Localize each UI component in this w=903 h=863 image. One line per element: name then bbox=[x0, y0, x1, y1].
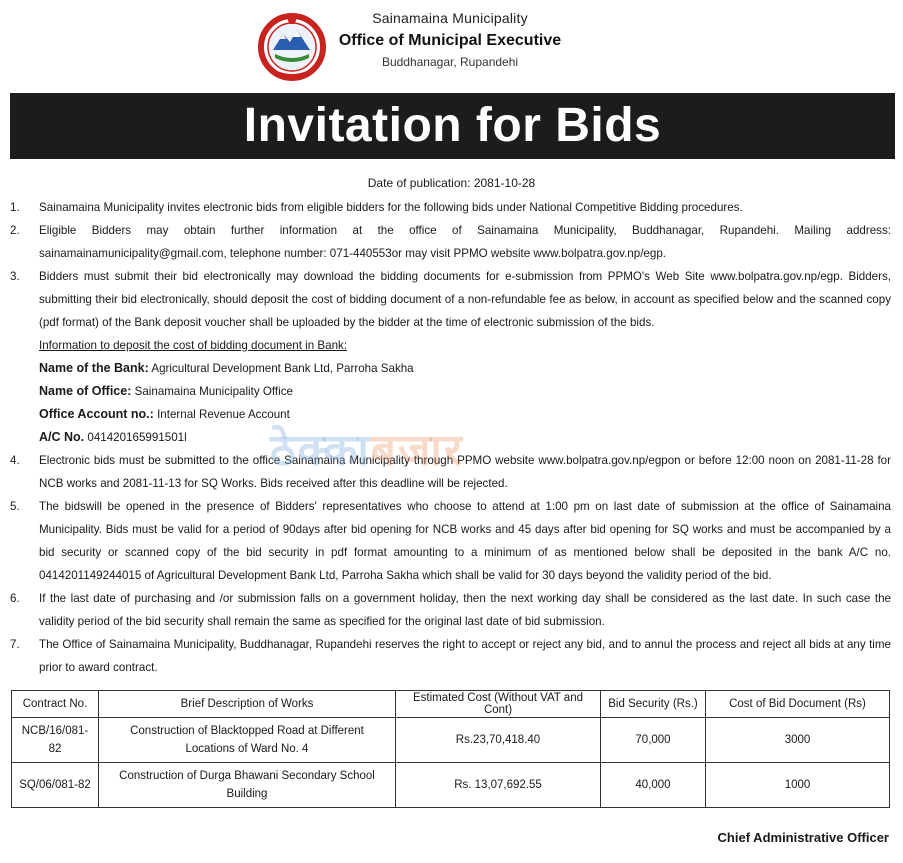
municipality-emblem-icon bbox=[255, 12, 329, 82]
list-item: 1. Sainamaina Municipality invites electronic bids from eligible bidders for the following bids under National Competitive Bidding procedures. bbox=[10, 201, 743, 214]
letterhead bbox=[0, 0, 903, 90]
bank-value: Agricultural Development Bank Ltd, Parroha Sakha bbox=[151, 362, 414, 375]
table-row: NCB/16/081-82 Construction of Blacktopped Road at Different Locations of Ward No. 4 Rs.23,70,418.40 70,000 3000 bbox=[12, 718, 890, 763]
list-item: 7. The Office of Sainamaina Municipality, Buddhanagar, Rupandehi reserves the right to accept or reject any bid, and to annul the process and reject all bids at any time prior to award contract. bbox=[10, 638, 891, 674]
list-item: 5. The bidswill be opened in the presence of Bidders' representatives who choose to attend at 1:00 pm on last date of submission at the office of Sainamaina Municipality. Bids must be valid for a period of 90days after bid opening for NCB works and 45 days after bid opening for SQ works and must be accompanied by a bid security or scanned copy of the bid security in pdf format amounting to a minimum of as mentioned below shall be deposited in the bank A/C no. 0414201149244015 of Agricultural Development Bank Ltd, Parroha Sakha which shall be valid for 30 days beyond the validity period of the bid. bbox=[10, 500, 891, 582]
watermark: ठेक्काबजार bbox=[270, 425, 464, 476]
col-doc-cost: Cost of Bid Document (Rs) bbox=[706, 691, 890, 718]
title-banner: Invitation for Bids bbox=[10, 93, 895, 159]
office-label: Name of Office: bbox=[39, 384, 132, 398]
list-item: 4. Electronic bids must be submitted to the office Sainamaina Municipality through PPMO website www.bolpatra.gov.np/egpon or before 12:00 noon on 2081-11-28 for NCB works and 2081-11-13 for SQ Works. Bids received after this deadline will be rejected. bbox=[10, 454, 891, 490]
table-header-row bbox=[12, 691, 890, 718]
account-value: Internal Revenue Account bbox=[157, 408, 290, 421]
bank-label: Name of the Bank: bbox=[39, 361, 149, 375]
col-description: Brief Description of Works bbox=[99, 691, 396, 718]
list-item: 6. If the last date of purchasing and /or submission falls on a government holiday, then the next working day shall be considered as the last date. In such case the validity period of the bid security shall remain the same as specified for the original last date of bid submission. bbox=[10, 592, 891, 628]
ac-no-label: A/C No. bbox=[39, 430, 85, 444]
col-estimated-cost: Estimated Cost (Without VAT and Cont) bbox=[396, 691, 601, 718]
list-item: 3. Bidders must submit their bid electronically may download the bidding documents for e-submission from PPMO's Web Site www.bolpatra.gov.np/egp. Bidders, submitting their bid electronically, should deposit the cost of bidding document of a non-refundable fee as below, in account as specified below and the scanned copy (pdf format) of the Bank deposit voucher shall be uploaded by the bidder at the time of electronic submission of the bids. bbox=[10, 270, 891, 329]
office-name: Office of Municipal Executive bbox=[338, 32, 562, 49]
office-value: Sainamaina Municipality Office bbox=[134, 385, 293, 398]
ac-no-value: 041420165991501l bbox=[87, 431, 187, 444]
publication-date: Date of publication: 2081-10-28 bbox=[367, 176, 536, 190]
municipality-name: Sainamaina Municipality bbox=[372, 10, 528, 26]
bid-table bbox=[11, 690, 890, 808]
col-bid-security: Bid Security (Rs.) bbox=[601, 691, 706, 718]
account-label: Office Account no.: bbox=[39, 407, 154, 421]
signatory: Chief Administrative Officer bbox=[717, 830, 889, 845]
bank-info bbox=[10, 334, 891, 449]
col-contract-no: Contract No. bbox=[12, 691, 99, 718]
list-item: 2. Eligible Bidders may obtain further information at the office of Sainamaina Municipality, Buddhanagar, Rupandehi. Mailing address: sainamainamunicipality@gmail.com, telephone number: 071-440553or may visit PPMO website www.bolpatra.gov.np/egp. bbox=[10, 224, 891, 260]
notice-body bbox=[10, 196, 891, 679]
office-address: Buddhanagar, Rupandehi bbox=[381, 55, 519, 69]
bank-info-heading: Information to deposit the cost of bidding document in Bank: bbox=[39, 339, 348, 352]
table-row: SQ/06/081-82 Construction of Durga Bhawani Secondary School Building Rs. 13,07,692.55 40,000 1000 bbox=[12, 763, 890, 808]
